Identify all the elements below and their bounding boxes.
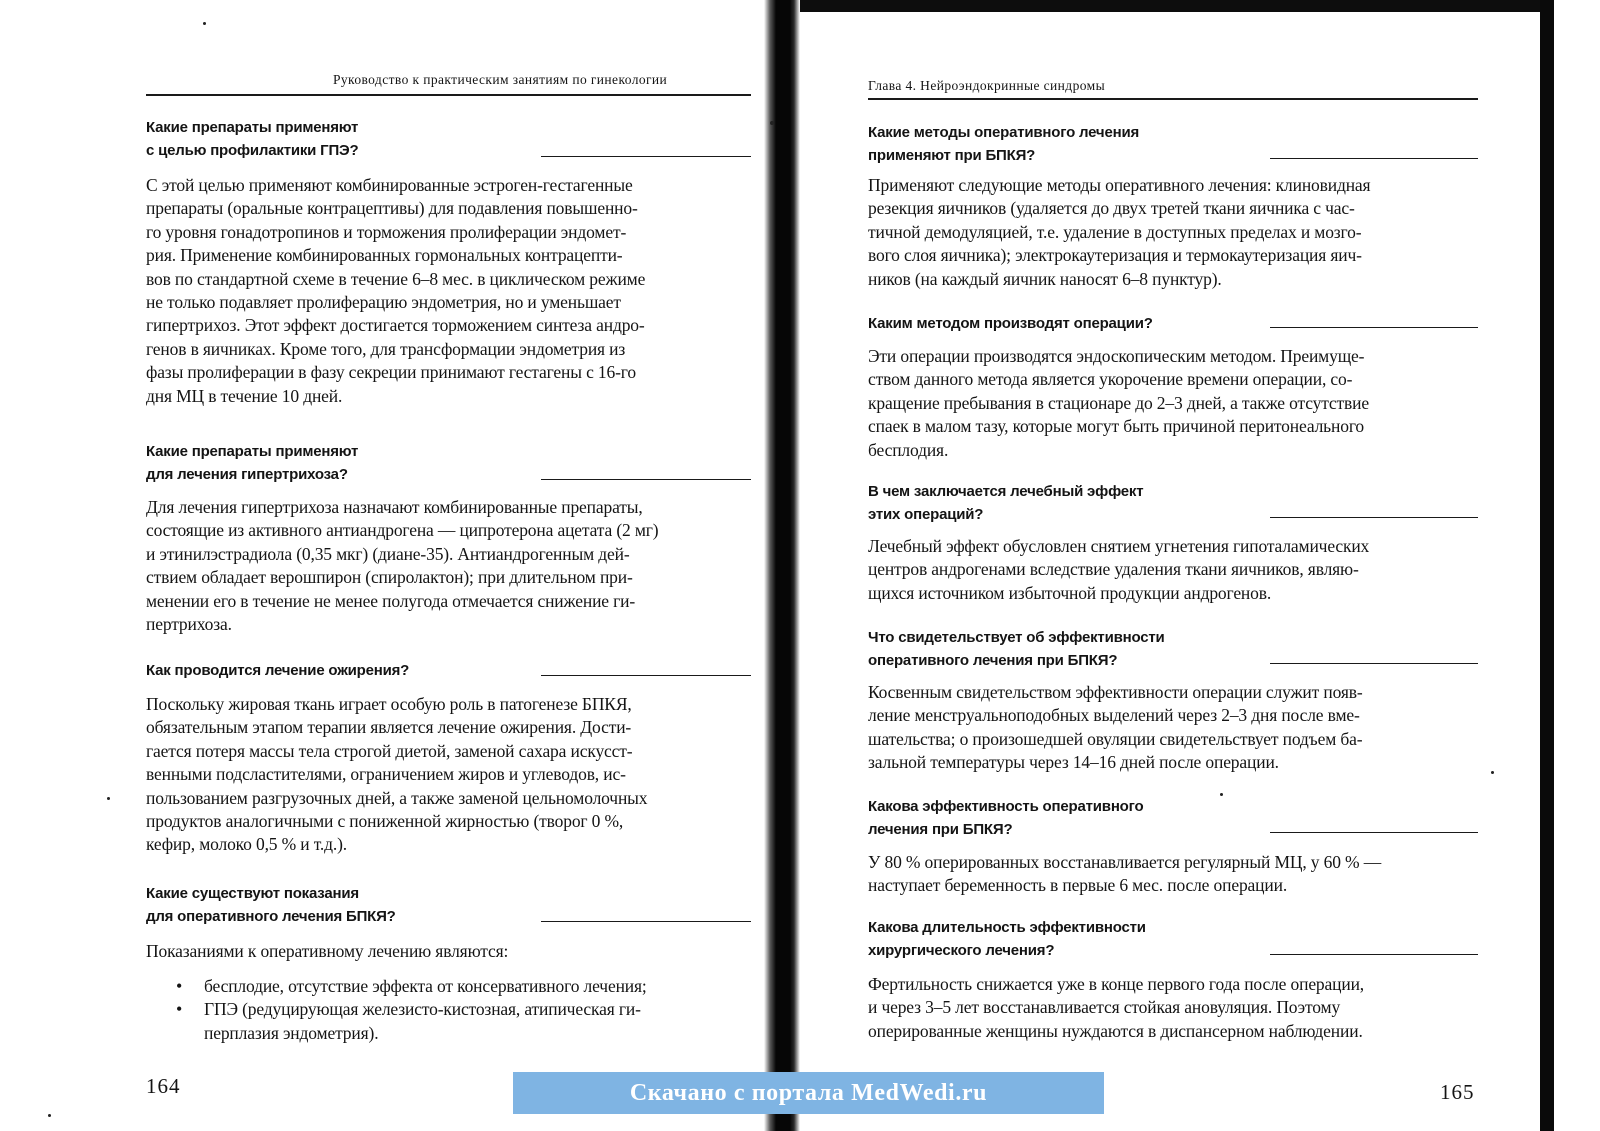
question-rule <box>541 156 751 157</box>
question-heading: Что свидетельствует об эффективности оперативного лечения при БПКЯ? <box>868 629 1165 669</box>
question-heading: В чем заключается лечебный эффект этих операций? <box>868 483 1144 523</box>
question-rule <box>541 675 751 676</box>
question-heading: Какова длительность эффективности хирургического лечения? <box>868 919 1146 959</box>
question-heading: Какие препараты применяют для лечения гипертрихоза? <box>146 443 359 483</box>
page-number: 164 <box>146 1074 181 1098</box>
answer-paragraph: Показаниями к оперативному лечению являются: <box>146 941 509 961</box>
question-heading: Какие препараты применяют с целью профилактики ГПЭ? <box>146 119 359 159</box>
question-heading: Какие существуют показания для оперативного лечения БПКЯ? <box>146 885 396 925</box>
question-heading: Как проводится лечение ожирения? <box>146 662 410 679</box>
question-rule <box>1270 954 1478 955</box>
question-rule <box>1270 832 1478 833</box>
answer-paragraph: Косвенным свидетельством эффективности операции служит появ- ление менструальноподобных выделений через 2–3 дня после вме- шательства; о произошедшей овуляции свидетельствует подъем ба- зальной температуры через 14–16 дней после операции. <box>868 682 1363 773</box>
question-heading: Каким методом производят операции? <box>868 315 1153 332</box>
question-heading: Какие методы оперативного лечения применяют при БПКЯ? <box>868 124 1140 164</box>
running-head: Глава 4. Нейроэндокринные синдромы <box>868 78 1106 93</box>
running-head: Руководство к практическим занятиям по гинекологии <box>333 72 668 87</box>
answer-paragraph: Для лечения гипертрихоза назначают комбинированные препараты, состоящие из активного антиандрогена — ципротерона ацетата (2 мг) и этинилэстрадиола (0,35 мкг) (диане-35). Антиандрогенным дей- ствием обладает верошпирон (спиролактон); при длительном при- менении его в течение не менее полугода отмечается снижение ги- пертрихоза. <box>146 497 659 635</box>
question-rule <box>541 921 751 922</box>
download-watermark-banner: Скачано с портала MedWedi.ru <box>513 1072 1104 1114</box>
question-rule <box>1270 663 1478 664</box>
question-rule <box>1270 158 1478 159</box>
left-page <box>0 0 780 1131</box>
question-heading: Какова эффективность оперативного лечения при БПКЯ? <box>868 798 1144 838</box>
list-item: • ГПЭ (редуцирующая железисто-кистозная, атипическая ги- перплазия эндометрия). <box>146 998 751 1045</box>
question-rule <box>1270 327 1478 328</box>
answer-paragraph: Эти операции производятся эндоскопическим методом. Преимуще- ством данного метода является укорочение времени операции, со- кращение пребывания в стационаре до 2–3 дней, а также отсутствие спаек в малом тазу, которые могут быть причиной перитонеального бесплодия. <box>868 346 1369 460</box>
question-rule <box>1270 517 1478 518</box>
header-rule <box>146 94 751 96</box>
answer-paragraph: Фертильность снижается уже в конце первого года после операции, и через 3–5 лет восстанавливается стойкая ановуляция. Поэтому оперированные женщины нуждаются в диспансерном наблюдении. <box>868 974 1365 1041</box>
answer-paragraph: Применяют следующие методы оперативного лечения: клиновидная резекция яичников (удаляется до двух третей ткани яичника с час- тичной демодуляцией, т.е. удаление в доступных пределах и мозго- вого слоя яичника); электрокаутеризация и термокаутеризация яич- ников (на каждый яичник наносят 6–8 пунктур). <box>868 175 1371 289</box>
right-page <box>776 0 1600 1131</box>
indications-list <box>146 975 751 1045</box>
answer-paragraph: Поскольку жировая ткань играет особую роль в патогенезе БПКЯ, обязательным этапом терапии является лечение ожирения. Дости- гается потеря массы тела строгой диетой, заменой сахара искусст- венными подсластителями, ограничением жиров и углеводов, ис- пользованием разгрузочных дней, а также заменой цельномолочных продуктов аналогичными с пониженной жирностью (творог 0 %, кефир, молоко 0,5 % и т.д.). <box>146 694 648 855</box>
page-number: 165 <box>1440 1080 1475 1104</box>
list-item: • бесплодие, отсутствие эффекта от консервативного лечения; <box>146 975 751 998</box>
answer-paragraph: У 80 % оперированных восстанавливается регулярный МЦ, у 60 % — наступает беременность в первые 6 мес. после операции. <box>868 852 1382 896</box>
answer-paragraph: С этой целью применяют комбинированные эстроген-гестагенные препараты (оральные контрацептивы) для подавления повышенно- го уровня гонадотропинов и торможения пролиферации эндомет- рия. Применение комбинированных гормональных контрацепти- вов по стандартной схеме в течение 6–8 мес. в циклическом режиме не только подавляет пролиферацию эндометрия, но и уменьшает гипертрихоз. Этот эффект достигается торможением синтеза андро- генов в яичниках. Кроме того, для трансформации эндометрия из фазы пролиферации в фазу секреции принимают гестагены с 16-го дня МЦ в течение 10 дней. <box>146 175 646 406</box>
question-rule <box>541 479 751 480</box>
answer-paragraph: Лечебный эффект обусловлен снятием угнетения гипоталамических центров андрогенами вследствие удаления ткани яичников, являю- щихся источником избыточной продукции андрогенов. <box>868 536 1370 603</box>
header-rule <box>868 98 1478 100</box>
